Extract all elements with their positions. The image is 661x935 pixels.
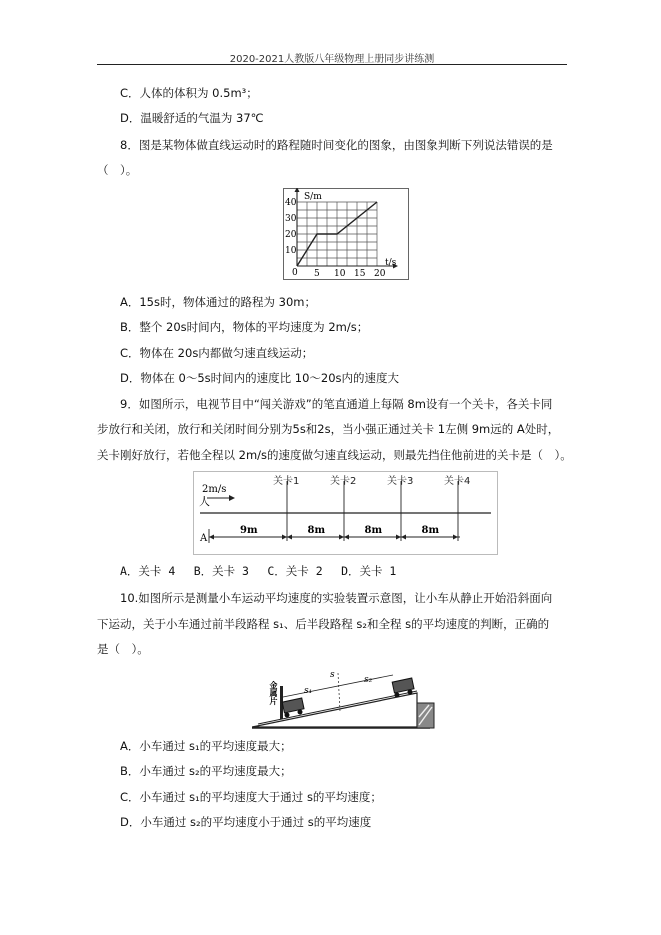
question-9-text-3: 关卡刚好放行，若他全程以 2m/s的速度做匀速直线运动，则最先挡住他前进的关卡是（ ）。 bbox=[97, 448, 572, 462]
question-9-text-2: 步放行和关闭，放行和关闭时间分别为5s和2s，当小强正通过关卡 1左侧 9m远的 A处时， bbox=[97, 422, 560, 436]
y-tick-label: 10 bbox=[285, 246, 297, 256]
dimension-arrow-icon bbox=[453, 535, 458, 540]
distance-label: 9m bbox=[240, 525, 258, 536]
graph-origin-label: 0 bbox=[292, 268, 298, 278]
dimension-arrow-icon bbox=[282, 535, 287, 540]
start-point-label: A bbox=[200, 533, 208, 544]
dimension-arrow-icon bbox=[344, 535, 349, 540]
gate-label: 关卡2 bbox=[330, 476, 357, 487]
distance-label: 8m bbox=[364, 525, 383, 536]
y-tick-label: 40 bbox=[285, 198, 297, 208]
distance-label: 8m bbox=[421, 525, 440, 536]
incline-cart-figure bbox=[252, 667, 437, 731]
question-8-blank: （ ）。 bbox=[97, 163, 138, 177]
question-8-option-a: A．15s时，物体通过的路程为 30m； bbox=[120, 295, 316, 309]
distance-label: 8m bbox=[307, 525, 326, 536]
dimension-arrow-icon bbox=[339, 535, 344, 540]
question-10-text-1: 10.如图所示是测量小车运动平均速度的实验装置示意图，让小车从静止开始沿斜面向 bbox=[120, 591, 553, 605]
question-10-option-d: D．小车通过 s₂的平均速度小于通过 s的平均速度 bbox=[120, 815, 372, 829]
cart-lower bbox=[282, 698, 304, 717]
gate-track-figure bbox=[193, 471, 498, 555]
distance-s1-label: s₁ bbox=[304, 686, 313, 696]
question-9-options: A．关卡 4 B．关卡 3 C．关卡 2 D．关卡 1 bbox=[120, 564, 397, 578]
question-9-text-1: 9．如图所示，电视节目中“闯关游戏”的笔直通道上每隔 8m设有一个关卡，各关卡同 bbox=[120, 397, 553, 411]
dimension-arrow-icon bbox=[209, 535, 214, 540]
option-c-volume: C．人体的体积为 0.5m³； bbox=[120, 86, 258, 100]
distance-time-graph bbox=[283, 188, 409, 280]
distance-s2-label: s₂ bbox=[364, 675, 373, 685]
question-8-option-b: B．整个 20s时间内，物体的平均速度为 2m/s； bbox=[120, 320, 369, 334]
question-10-option-c: C．小车通过 s₁的平均速度大于通过 s的平均速度； bbox=[120, 790, 382, 804]
gate-label: 关卡1 bbox=[273, 476, 300, 487]
x-tick-label: 20 bbox=[374, 269, 386, 279]
x-tick-label: 15 bbox=[354, 269, 366, 279]
x-tick-label: 5 bbox=[314, 269, 320, 279]
option-d-temperature: D．温暖舒适的气温为 37℃ bbox=[120, 111, 264, 125]
question-10-text-3: 是（ ）。 bbox=[97, 642, 149, 656]
y-tick-label: 20 bbox=[285, 230, 297, 240]
dimension-arrow-icon bbox=[401, 535, 406, 540]
gate-label: 关卡4 bbox=[444, 476, 471, 487]
distance-s-label: s bbox=[330, 670, 335, 680]
dimension-arrow-icon bbox=[396, 535, 401, 540]
question-10-option-a: A．小车通过 s₁的平均速度最大； bbox=[120, 739, 292, 753]
gate-label: 关卡3 bbox=[387, 476, 414, 487]
person-label: 人 bbox=[199, 495, 210, 508]
header-divider bbox=[97, 64, 567, 65]
arrow-head-icon bbox=[229, 495, 235, 501]
graph-x-label: t/s bbox=[385, 258, 397, 268]
dimension-arrow-icon bbox=[287, 535, 292, 540]
y-tick-label: 30 bbox=[285, 214, 297, 224]
graph-y-label: S/m bbox=[304, 192, 322, 202]
question-8-text: 8．图是某物体做直线运动时的路程随时间变化的图象，由图象判断下列说法错误的是 bbox=[120, 138, 553, 152]
x-tick-label: 10 bbox=[334, 269, 346, 279]
question-8-option-d: D．物体在 0～5s时间内的速度比 10～20s内的速度大 bbox=[120, 371, 400, 385]
page-header: 2020-2021人教版八年级物理上册同步讲练测 bbox=[229, 54, 435, 65]
question-8-option-c: C．物体在 20s内都做匀速直线运动； bbox=[120, 346, 314, 360]
speed-label: 2m/s bbox=[202, 484, 227, 495]
question-10-text-2: 下运动，关于小车通过前半段路程 s₁、后半段路程 s₂和全程 s的平均速度的判断，正确的 bbox=[97, 617, 550, 631]
question-10-option-b: B．小车通过 s₂的平均速度最大； bbox=[120, 764, 292, 778]
metal-plate-label: 金属片 bbox=[269, 681, 279, 705]
